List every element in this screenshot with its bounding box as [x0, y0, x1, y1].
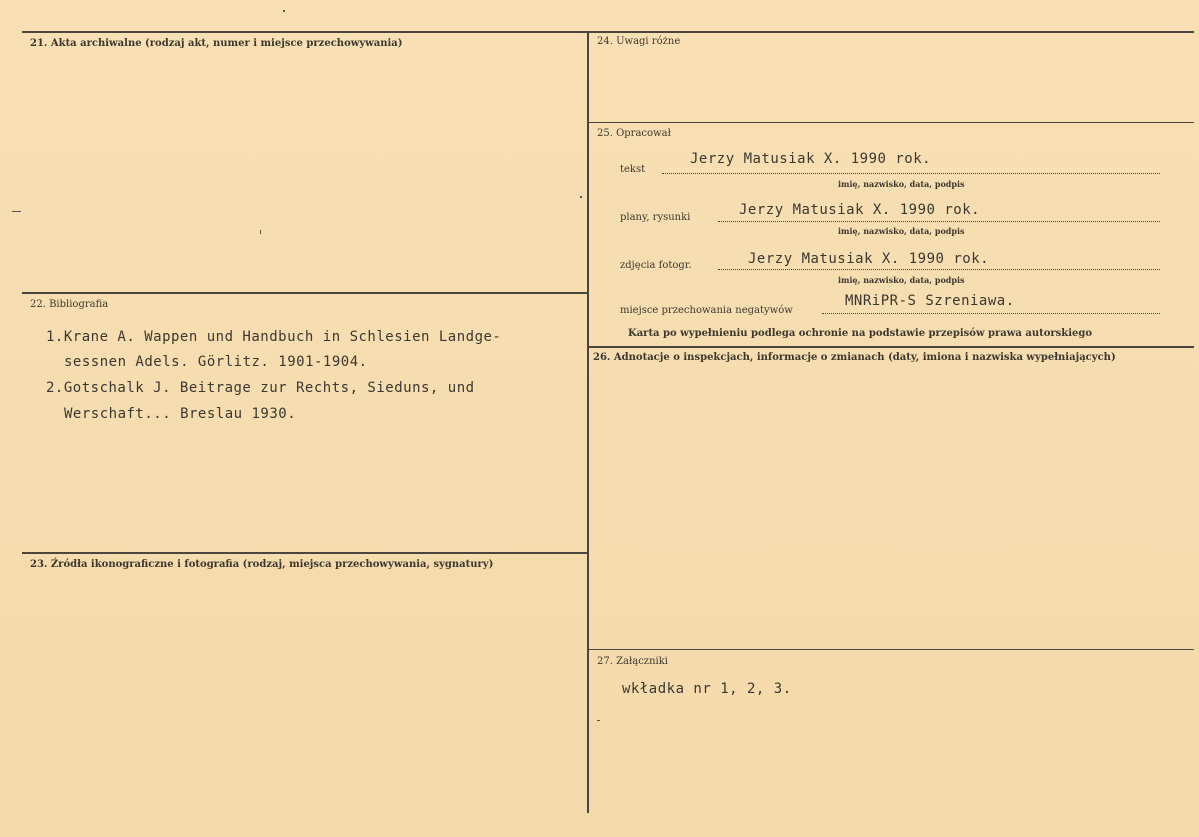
drawings-author-caption: imię, nazwisko, data, podpis: [838, 226, 965, 236]
section-25-label: 25. Opracował: [597, 128, 671, 139]
text-author-label: tekst: [620, 164, 646, 175]
negatives-location-line: [822, 313, 1160, 314]
negatives-location-value: MNRiPR-S Szreniawa.: [845, 293, 1015, 309]
section-27-label: 27. Załączniki: [597, 656, 668, 667]
photos-author-value: Jerzy Matusiak X. 1990 rok.: [748, 251, 990, 267]
text-author-line: [662, 173, 1160, 174]
section-24-label: 24. Uwagi różne: [597, 36, 681, 47]
copyright-notice: Karta po wypełnieniu podlega ochronie na podstawie przepisów prawa autorskiego: [628, 328, 1093, 339]
divider-24-25: [588, 122, 1194, 123]
section-22-label: 22. Bibliografia: [30, 299, 109, 310]
paper-speck: [283, 10, 285, 12]
divider-25-26: [588, 346, 1194, 348]
bibliography-line-4: Werschaft... Breslau 1930.: [64, 406, 297, 422]
divider-21-22: [22, 292, 588, 294]
bibliography-line-3: 2.Gotschalk J. Beitrage zur Rechts, Sieduns, und: [46, 380, 475, 396]
negatives-location-label: miejsce przechowania negatywów: [620, 305, 793, 316]
section-26-label: 26. Adnotacje o inspekcjach, informacje o zmianach (daty, imiona i nazwiska wypełniających): [593, 352, 1116, 363]
photos-author-label: zdjęcia fotogr.: [620, 260, 692, 271]
divider-26-27: [588, 649, 1194, 650]
divider-22-23: [22, 552, 588, 554]
drawings-author-line: [718, 221, 1160, 222]
paper-speck: [12, 211, 21, 212]
paper-speck: [580, 196, 582, 198]
top-border: [22, 31, 1194, 33]
text-author-value: Jerzy Matusiak X. 1990 rok.: [690, 151, 932, 167]
bibliography-line-1: 1.Krane A. Wappen und Handbuch in Schlesien Landge-: [46, 329, 502, 345]
photos-author-line: [718, 269, 1160, 270]
photos-author-caption: imię, nazwisko, data, podpis: [838, 275, 965, 285]
drawings-author-value: Jerzy Matusiak X. 1990 rok.: [739, 202, 981, 218]
bibliography-line-2: sessnen Adels. Görlitz. 1901-1904.: [64, 354, 368, 370]
text-author-caption: imię, nazwisko, data, podpis: [838, 179, 965, 189]
drawings-author-label: plany, rysunki: [620, 212, 691, 223]
paper-speck: [260, 230, 261, 234]
section-23-label: 23. Źródła ikonograficzne i fotografia (rodzaj, miejsca przechowywania, sygnatury): [30, 559, 494, 570]
section-21-label: 21. Akta archiwalne (rodzaj akt, numer i miejsce przechowywania): [30, 38, 403, 49]
attachments-value: wkładka nr 1, 2, 3.: [622, 681, 792, 697]
paper-speck: [597, 720, 600, 721]
center-divider: [587, 31, 589, 813]
